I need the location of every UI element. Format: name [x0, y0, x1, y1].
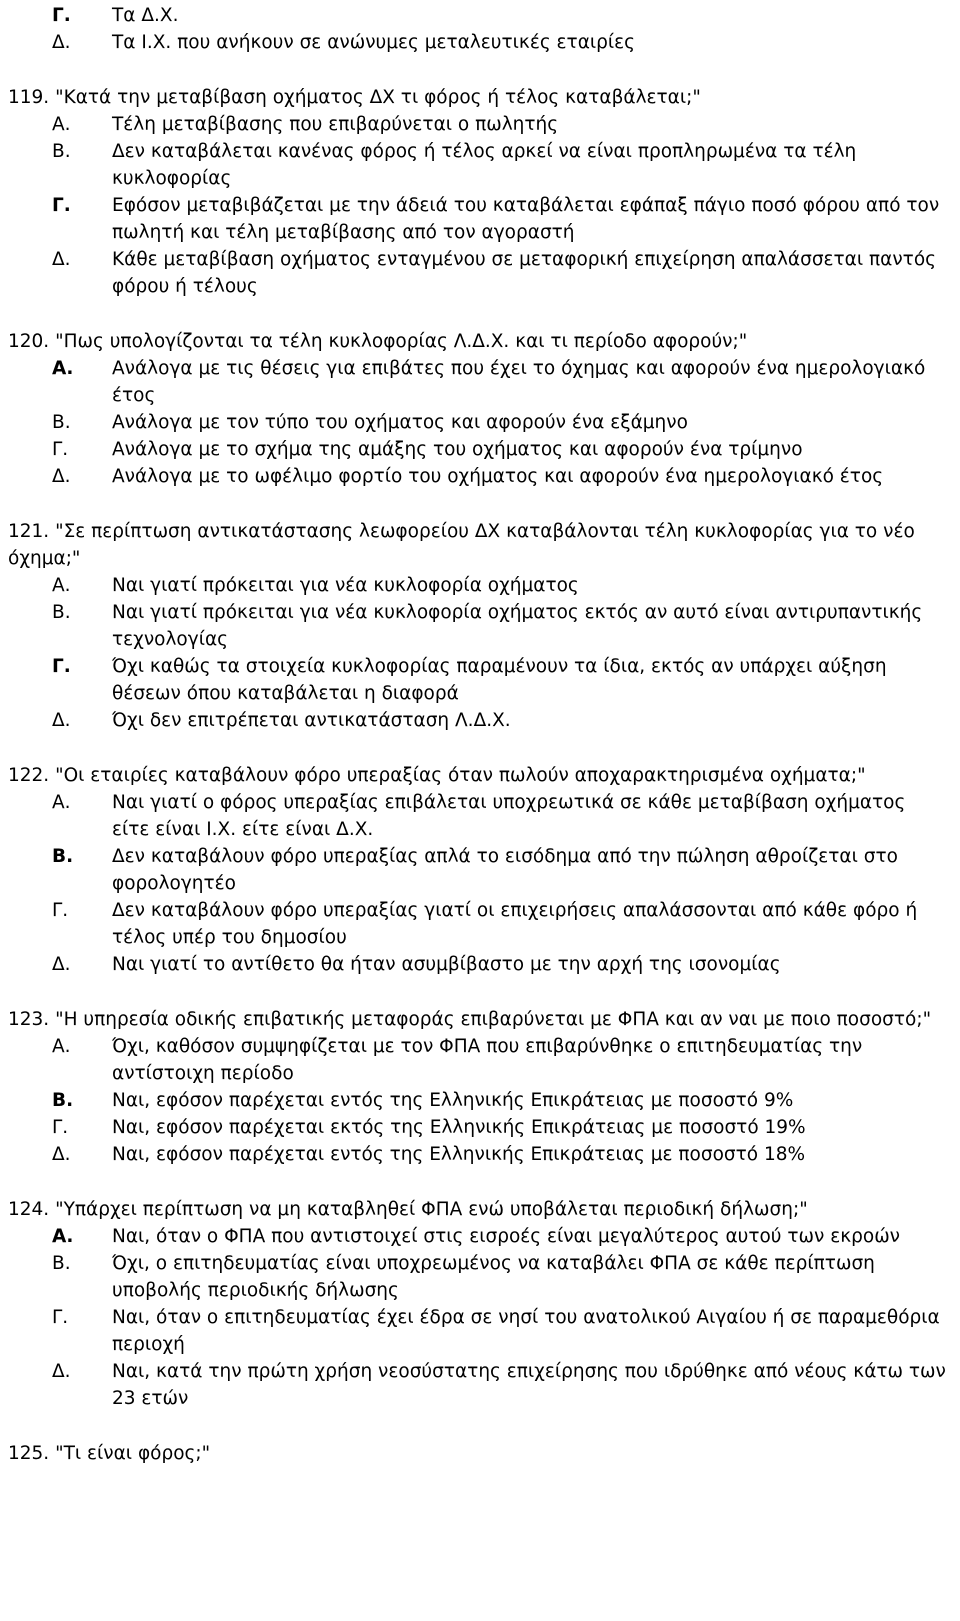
option-text: Ναι γιατί πρόκειται για νέα κυκλοφορία οχήματος	[112, 575, 579, 596]
option-text: Ανάλογα με το σχήμα της αμάξης του οχήματος και αφορούν ένα τρίμηνο	[112, 439, 803, 460]
option-label: Γ.	[52, 656, 71, 677]
question-120	[8, 328, 950, 490]
option-text: Δεν καταβάλουν φόρο υπεραξίας γιατί οι επιχειρήσεις απαλάσσονται από κάθε φόρο ή τέλος υπέρ του δημοσίου	[112, 900, 918, 948]
option	[8, 843, 950, 897]
option	[8, 1114, 950, 1141]
question-121	[8, 518, 950, 734]
option-label: Α.	[52, 792, 71, 813]
option-label: Δ.	[52, 466, 71, 487]
option-text: Ναι, εφόσον παρέχεται εντός της Ελληνικής Επικράτειας με ποσοστό 9%	[112, 1090, 794, 1111]
option-text: Ανάλογα με το ωφέλιμο φορτίο του οχήματος και αφορούν ένα ημερολογιακό έτος	[112, 466, 884, 487]
option-label: Δ.	[52, 1144, 71, 1165]
question-122	[8, 762, 950, 978]
option-label: Β.	[52, 846, 74, 867]
option	[8, 1141, 950, 1168]
option	[8, 897, 950, 951]
option	[8, 789, 950, 843]
option	[8, 409, 950, 436]
option-label: Γ.	[52, 1117, 69, 1138]
question-119	[8, 84, 950, 300]
option-label: Γ.	[52, 5, 71, 26]
option	[8, 599, 950, 653]
question-124	[8, 1196, 950, 1412]
option-text: Ναι γιατί πρόκειται για νέα κυκλοφορία οχήματος εκτός αν αυτό είναι αντιρυπαντικής τεχνολογίας	[112, 602, 923, 650]
option-label: Α.	[52, 575, 71, 596]
option	[8, 192, 950, 246]
option-label: Β.	[52, 141, 71, 162]
option	[8, 1250, 950, 1304]
option-text: Όχι καθώς τα στοιχεία κυκλοφορίας παραμένουν τα ίδια, εκτός αν υπάρχει αύξηση θέσεων όπου καταβάλεται η διαφορά	[112, 656, 887, 704]
option	[8, 436, 950, 463]
option-text: Όχι, ο επιτηδευματίας είναι υποχρεωμένος να καταβάλει ΦΠΑ σε κάθε περίπτωση υποβολής περιοδικής δήλωσης	[112, 1253, 875, 1301]
option-label: Α.	[52, 114, 71, 135]
option-text: Όχι, καθόσον συμψηφίζεται με τον ΦΠΑ που επιβαρύνθηκε ο επιτηδευματίας την αντίστοιχη περίοδο	[112, 1036, 863, 1084]
question-text: 124. "Υπάρχει περίπτωση να μη καταβληθεί ΦΠΑ ενώ υποβάλεται περιοδική δήλωση;"	[8, 1199, 808, 1220]
option-label: Γ.	[52, 900, 69, 921]
option-label: Β.	[52, 412, 71, 433]
option-text: Ναι γιατί το αντίθετο θα ήταν ασυμβίβαστο με την αρχή της ισονομίας	[112, 954, 781, 975]
question-text: 120. "Πως υπολογίζονται τα τέλη κυκλοφορίας Λ.Δ.Χ. και τι περίοδο αφορούν;"	[8, 331, 748, 352]
option	[8, 707, 950, 734]
option-label: Δ.	[52, 1361, 71, 1382]
option-text: Ανάλογα με τον τύπο του οχήματος και αφορούν ένα εξάμηνο	[112, 412, 688, 433]
option	[8, 1087, 950, 1114]
option	[8, 1304, 950, 1358]
option-label: Δ.	[52, 249, 71, 270]
question-text: 125. "Τι είναι φόρος;"	[8, 1443, 211, 1464]
option	[8, 1033, 950, 1087]
option-label: Δ.	[52, 954, 71, 975]
option	[8, 572, 950, 599]
option	[8, 951, 950, 978]
option-label: Α.	[52, 1036, 71, 1057]
fragment-options	[8, 0, 950, 56]
question-text: 121. "Σε περίπτωση αντικατάστασης λεωφορείου ΔΧ καταβάλονται τέλη κυκλοφορίας για το νέο όχημα;"	[8, 521, 915, 569]
option-label: Α.	[52, 358, 74, 379]
option-label: Β.	[52, 1253, 71, 1274]
question-125	[8, 1440, 950, 1467]
option-text: Ναι γιατί ο φόρος υπεραξίας επιβάλεται υποχρεωτικά σε κάθε μεταβίβαση οχήματος είτε είναι Ι.Χ. είτε είναι Δ.Χ.	[112, 792, 906, 840]
option-text: Δεν καταβάλουν φόρο υπεραξίας απλά το εισόδημα από την πώληση αθροίζεται στο φορολογητέο	[112, 846, 898, 894]
option-label: Α.	[52, 1226, 74, 1247]
option-text: Τέλη μεταβίβασης που επιβαρύνεται ο πωλητής	[112, 114, 559, 135]
option	[8, 29, 950, 56]
option-label: Γ.	[52, 439, 69, 460]
option-label: Δ.	[52, 32, 71, 53]
question-123	[8, 1006, 950, 1168]
option-text: Όχι δεν επιτρέπεται αντικατάσταση Λ.Δ.Χ.	[112, 710, 511, 731]
option	[8, 111, 950, 138]
option-text: Κάθε μεταβίβαση οχήματος ενταγμένου σε μεταφορική επιχείρηση απαλάσσεται παντός φόρου ή τέλους	[112, 249, 936, 297]
option-text: Ναι, όταν ο ΦΠΑ που αντιστοιχεί στις εισροές είναι μεγαλύτερος αυτού των εκροών	[112, 1226, 901, 1247]
option-label: Γ.	[52, 195, 71, 216]
option	[8, 138, 950, 192]
option	[8, 1358, 950, 1412]
option	[8, 246, 950, 300]
option-text: Εφόσον μεταβιβάζεται με την άδειά του καταβάλεται εφάπαξ πάγιο ποσό φόρου από τον πωλητή και τέλη μεταβίβασης από τον αγοραστή	[112, 195, 940, 243]
option-text: Ναι, εφόσον παρέχεται εκτός της Ελληνικής Επικράτειας με ποσοστό 19%	[112, 1117, 806, 1138]
option-text: Τα Δ.Χ.	[112, 5, 179, 26]
option-label: Β.	[52, 1090, 74, 1111]
question-text: 123. "Η υπηρεσία οδικής επιβατικής μεταφοράς επιβαρύνεται με ΦΠΑ και αν ναι με ποιο ποσοστό;"	[8, 1009, 932, 1030]
option-text: Ανάλογα με τις θέσεις για επιβάτες που έχει το όχημας και αφορούν ένα ημερολογιακό έτος	[112, 358, 926, 406]
option-label: Γ.	[52, 1307, 69, 1328]
option	[8, 1223, 950, 1250]
option	[8, 463, 950, 490]
option-text: Ναι, κατά την πρώτη χρήση νεοσύστατης επιχείρησης που ιδρύθηκε από νέους κάτω των 23 ετών	[112, 1361, 946, 1409]
question-text: 122. "Οι εταιρίες καταβάλουν φόρο υπεραξίας όταν πωλούν αποχαρακτηρισμένα οχήματα;"	[8, 765, 866, 786]
option-label: Δ.	[52, 710, 71, 731]
option-label: Β.	[52, 602, 71, 623]
option	[8, 653, 950, 707]
option-text: Δεν καταβάλεται κανένας φόρος ή τέλος αρκεί να είναι προπληρωμένα τα τέλη κυκλοφορίας	[112, 141, 857, 189]
option-text: Τα Ι.Χ. που ανήκουν σε ανώνυμες μεταλευτικές εταιρίες	[112, 32, 636, 53]
option	[8, 2, 950, 29]
question-text: 119. "Κατά την μεταβίβαση οχήματος ΔΧ τι φόρος ή τέλος καταβάλεται;"	[8, 87, 701, 108]
option-text: Ναι, όταν ο επιτηδευματίας έχει έδρα σε νησί του ανατολικού Αιγαίου ή σε παραμεθόρια περιοχή	[112, 1307, 940, 1355]
option-text: Ναι, εφόσον παρέχεται εντός της Ελληνικής Επικράτειας με ποσοστό 18%	[112, 1144, 806, 1165]
option	[8, 355, 950, 409]
